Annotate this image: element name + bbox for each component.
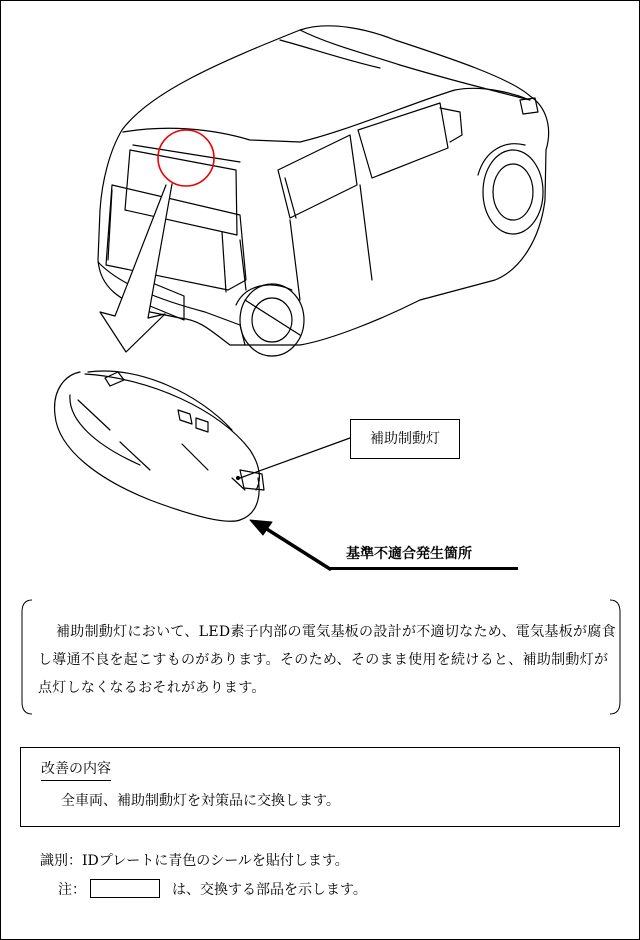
description-text: 補助制動灯において、LED素子内部の電気基板の設計が不適切なため、電気基板が腐食し導通不良を起こすものがあります。そのため、そのまま使用を続けると、補助制動灯が点灯しなくなるおそれがあります。	[38, 624, 616, 696]
brake-lamp-illustration	[55, 371, 264, 521]
problem-location-label: 基準不適合発生箇所	[346, 546, 472, 562]
improvement-box	[20, 747, 620, 827]
improvement-title: 改善の内容	[41, 758, 111, 781]
note-line	[58, 879, 367, 899]
identification-text: 識別：IDプレートに青色のシールを貼付します。	[40, 853, 349, 869]
description-box	[20, 598, 622, 716]
replacement-part-legend-box	[90, 879, 160, 898]
part-label: 補助制動灯	[350, 419, 460, 459]
note-prefix: 注：	[58, 882, 86, 898]
improvement-body: 全車両、補助制動灯を対策品に交換します。	[61, 793, 340, 809]
note-suffix: は、交換する部品を示します。	[172, 882, 367, 898]
problem-location-underline	[330, 567, 518, 570]
